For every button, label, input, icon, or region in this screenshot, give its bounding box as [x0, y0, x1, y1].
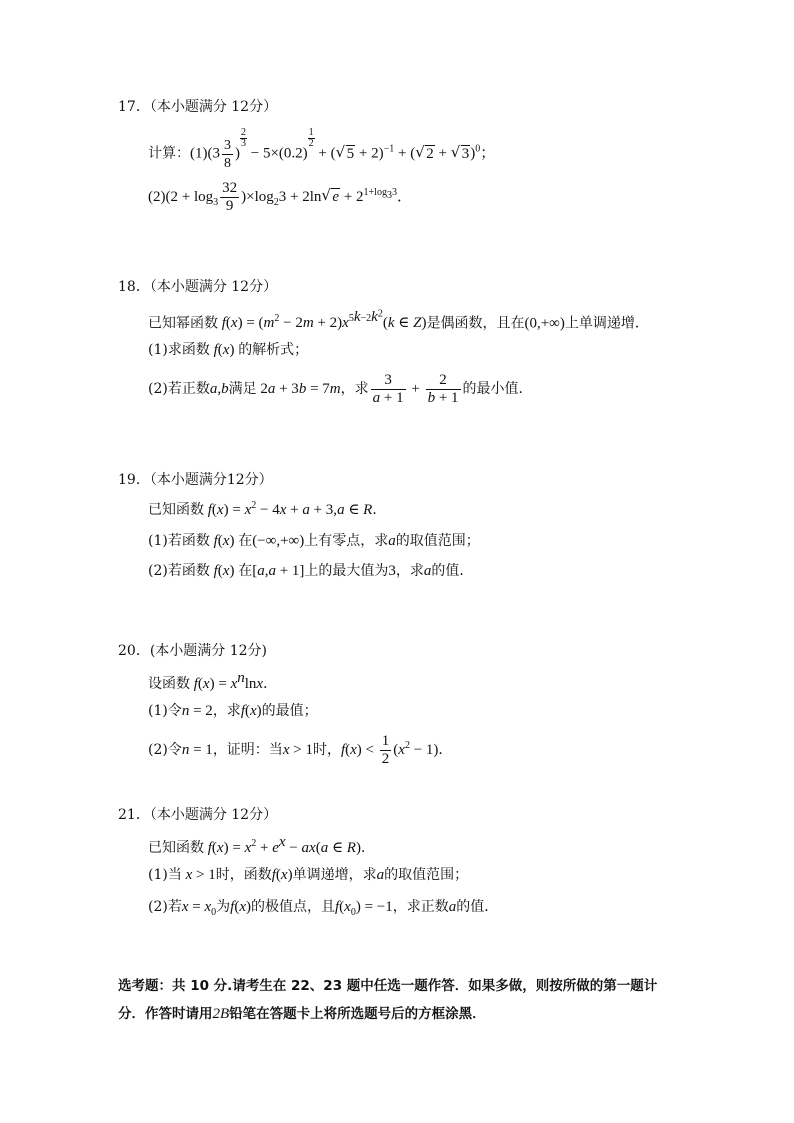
q18-part2: (2)若正数a,b满足 2a + 3b = 7m，求 $\frac{3}{a + 1}$ + $\frac{2}{b + 1}$ 的最小值．	[148, 372, 533, 406]
q21-part2: (2)若$x = x_0$为f(x)的极值点，且$f(x_0) = -1$，求正数a的值．	[148, 899, 499, 918]
q21-title: 21．（本小题满分 12分）	[118, 807, 278, 823]
q19-title: 19．（本小题满分12分）	[118, 472, 273, 488]
q19-intro: 已知函数 $f(x) = x^2 - 4x + a + 3,a$ ∈ R．	[148, 500, 387, 518]
elective-note	[118, 972, 688, 1028]
q21-intro: 已知函数 $f(x) = x^2 + e^x - ax(a$ ∈ R)．	[148, 834, 375, 856]
q18-part1: (1)求函数 f(x) 的解析式；	[148, 342, 309, 358]
q17-part2: $(2)(2 + \log_3$ $\frac{32}{9}$ )$\times\log_23 + 2\ln√$ $e + 2^{1+log_33}$．	[148, 180, 412, 215]
q18-intro: 已知幂函数 $f(x) = (m^2 - 2m + 2)x^{5k-2k^2}(k$ ∈ Z)是偶函数，且在(0,+∞)上单调递增．	[148, 309, 649, 332]
elective-note-line2: 分．作答时请用2B铅笔在答题卡上将所选题号后的方框涂黑．	[118, 1006, 486, 1022]
q20-intro: 设函数 $f(x) = x^n\ln x$．	[148, 670, 278, 692]
q19-part1: (1)若函数 f(x) 在(−∞,+∞)上有零点，求a的取值范围；	[148, 533, 480, 549]
q20-title: 20．(本小题满分 12分)	[118, 643, 268, 659]
q21-part1: (1)当 x > 1时，函数f(x)单调递增，求a的取值范围；	[148, 867, 469, 883]
q19-part2: (2)若函数 f(x) 在[a,a + 1]上的最大值为3，求a的值．	[148, 563, 474, 579]
q17-title: 17．（本小题满分 12分）	[118, 99, 278, 115]
q20-part2: (2)令n = 1，证明：当x > 1时，f(x) < $\frac{1}{2}$ $(x^2 - 1)$．	[148, 733, 453, 767]
elective-note-line1: 选考题：共 10 分.请考生在 22、23 题中任选一题作答．如果多做，则按所做的第一题计	[118, 978, 658, 994]
q20-part1: (1)令n = 2，求f(x)的最值；	[148, 703, 318, 719]
q17-part1: 计算：(1)(3 $\frac{3}{8}$ ) $\frac{2}{3}$ − 5×(0.2) $\frac{1}{2}$ + (√ 5 + 2)$^{-1}$ + (√ 2 + √ 3)$^0$；	[148, 128, 495, 172]
q18-title: 18．（本小题满分 12分）	[118, 279, 278, 295]
